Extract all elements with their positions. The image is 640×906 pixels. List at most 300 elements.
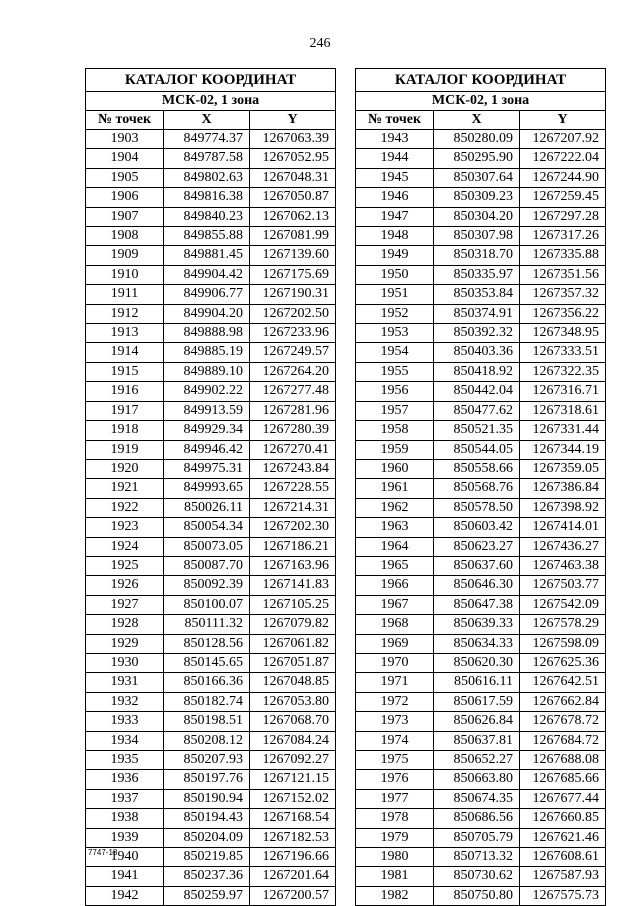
y-coordinate-cell: 1267079.82 bbox=[250, 615, 336, 634]
y-coordinate-cell: 1267105.25 bbox=[250, 595, 336, 614]
y-coordinate-cell: 1267322.35 bbox=[520, 362, 606, 381]
x-coordinate-cell: 850634.33 bbox=[434, 634, 520, 653]
table-row bbox=[356, 498, 606, 517]
point-number-cell: 1951 bbox=[356, 285, 434, 304]
coordinate-catalog-table-right bbox=[355, 68, 606, 906]
x-coordinate-cell: 850442.04 bbox=[434, 382, 520, 401]
table-row bbox=[86, 440, 336, 459]
table-row bbox=[86, 576, 336, 595]
y-coordinate-cell: 1267662.84 bbox=[520, 692, 606, 711]
point-number-cell: 1924 bbox=[86, 537, 164, 556]
header-point-number: № точек bbox=[356, 111, 434, 130]
x-coordinate-cell: 850705.79 bbox=[434, 828, 520, 847]
y-coordinate-cell: 1267068.70 bbox=[250, 712, 336, 731]
x-coordinate-cell: 850730.62 bbox=[434, 867, 520, 886]
y-coordinate-cell: 1267608.61 bbox=[520, 848, 606, 867]
point-number-cell: 1938 bbox=[86, 809, 164, 828]
table-row bbox=[356, 207, 606, 226]
point-number-cell: 1906 bbox=[86, 188, 164, 207]
point-number-cell: 1928 bbox=[86, 615, 164, 634]
point-number-cell: 1910 bbox=[86, 265, 164, 284]
table-row bbox=[356, 227, 606, 246]
table-row bbox=[86, 886, 336, 905]
x-coordinate-cell: 850208.12 bbox=[164, 731, 250, 750]
point-number-cell: 1921 bbox=[86, 479, 164, 498]
point-number-cell: 1980 bbox=[356, 848, 434, 867]
x-coordinate-cell: 850307.64 bbox=[434, 168, 520, 187]
point-number-cell: 1955 bbox=[356, 362, 434, 381]
y-coordinate-cell: 1267318.61 bbox=[520, 401, 606, 420]
x-coordinate-cell: 850578.50 bbox=[434, 498, 520, 517]
point-number-cell: 1981 bbox=[356, 867, 434, 886]
y-coordinate-cell: 1267621.46 bbox=[520, 828, 606, 847]
x-coordinate-cell: 850403.36 bbox=[434, 343, 520, 362]
y-coordinate-cell: 1267297.28 bbox=[520, 207, 606, 226]
table-row bbox=[86, 285, 336, 304]
y-coordinate-cell: 1267386.84 bbox=[520, 479, 606, 498]
y-coordinate-cell: 1267052.95 bbox=[250, 149, 336, 168]
table-row bbox=[356, 401, 606, 420]
point-number-cell: 1977 bbox=[356, 789, 434, 808]
x-coordinate-cell: 850128.56 bbox=[164, 634, 250, 653]
table-row bbox=[356, 246, 606, 265]
table-row bbox=[356, 188, 606, 207]
point-number-cell: 1968 bbox=[356, 615, 434, 634]
x-coordinate-cell: 850418.92 bbox=[434, 362, 520, 381]
y-coordinate-cell: 1267228.55 bbox=[250, 479, 336, 498]
table-row bbox=[86, 459, 336, 478]
table-row bbox=[86, 751, 336, 770]
x-coordinate-cell: 849975.31 bbox=[164, 459, 250, 478]
table-row bbox=[356, 789, 606, 808]
point-number-cell: 1929 bbox=[86, 634, 164, 653]
y-coordinate-cell: 1267587.93 bbox=[520, 867, 606, 886]
x-coordinate-cell: 850663.80 bbox=[434, 770, 520, 789]
x-coordinate-cell: 850603.42 bbox=[434, 518, 520, 537]
x-coordinate-cell: 850477.62 bbox=[434, 401, 520, 420]
y-coordinate-cell: 1267168.54 bbox=[250, 809, 336, 828]
y-coordinate-cell: 1267175.69 bbox=[250, 265, 336, 284]
table-title: КАТАЛОГ КООРДИНАТ bbox=[86, 69, 336, 92]
table-row bbox=[86, 382, 336, 401]
point-number-cell: 1933 bbox=[86, 712, 164, 731]
x-coordinate-cell: 850166.36 bbox=[164, 673, 250, 692]
x-coordinate-cell: 849855.88 bbox=[164, 227, 250, 246]
x-coordinate-cell: 849889.10 bbox=[164, 362, 250, 381]
table-row bbox=[356, 848, 606, 867]
point-number-cell: 1948 bbox=[356, 227, 434, 246]
table-row bbox=[86, 479, 336, 498]
y-coordinate-cell: 1267642.51 bbox=[520, 673, 606, 692]
table-row bbox=[356, 556, 606, 575]
x-coordinate-cell: 850145.65 bbox=[164, 653, 250, 672]
table-row bbox=[86, 634, 336, 653]
point-number-cell: 1979 bbox=[356, 828, 434, 847]
point-number-cell: 1926 bbox=[86, 576, 164, 595]
point-number-cell: 1958 bbox=[356, 421, 434, 440]
x-coordinate-cell: 850646.30 bbox=[434, 576, 520, 595]
x-coordinate-cell: 850194.43 bbox=[164, 809, 250, 828]
table-row bbox=[356, 886, 606, 905]
point-number-cell: 1905 bbox=[86, 168, 164, 187]
table-row bbox=[356, 595, 606, 614]
y-coordinate-cell: 1267202.30 bbox=[250, 518, 336, 537]
table-row bbox=[86, 421, 336, 440]
table-row bbox=[86, 188, 336, 207]
table-row bbox=[86, 518, 336, 537]
point-number-cell: 1967 bbox=[356, 595, 434, 614]
table-row bbox=[86, 324, 336, 343]
y-coordinate-cell: 1267359.05 bbox=[520, 459, 606, 478]
table-row bbox=[356, 653, 606, 672]
x-coordinate-cell: 850307.98 bbox=[434, 227, 520, 246]
table-row bbox=[86, 673, 336, 692]
y-coordinate-cell: 1267398.92 bbox=[520, 498, 606, 517]
y-coordinate-cell: 1267685.66 bbox=[520, 770, 606, 789]
table-row bbox=[356, 828, 606, 847]
point-number-cell: 1920 bbox=[86, 459, 164, 478]
y-coordinate-cell: 1267280.39 bbox=[250, 421, 336, 440]
table-row bbox=[86, 401, 336, 420]
y-coordinate-cell: 1267436.27 bbox=[520, 537, 606, 556]
y-coordinate-cell: 1267201.64 bbox=[250, 867, 336, 886]
table-row bbox=[86, 362, 336, 381]
y-coordinate-cell: 1267186.21 bbox=[250, 537, 336, 556]
table-row bbox=[86, 595, 336, 614]
table-title: КАТАЛОГ КООРДИНАТ bbox=[356, 69, 606, 92]
x-coordinate-cell: 849906.77 bbox=[164, 285, 250, 304]
point-number-cell: 1931 bbox=[86, 673, 164, 692]
point-number-cell: 1916 bbox=[86, 382, 164, 401]
y-coordinate-cell: 1267317.26 bbox=[520, 227, 606, 246]
x-coordinate-cell: 850190.94 bbox=[164, 789, 250, 808]
x-coordinate-cell: 850353.84 bbox=[434, 285, 520, 304]
x-coordinate-cell: 849993.65 bbox=[164, 479, 250, 498]
y-coordinate-cell: 1267214.31 bbox=[250, 498, 336, 517]
x-coordinate-cell: 849888.98 bbox=[164, 324, 250, 343]
table-row bbox=[86, 712, 336, 731]
y-coordinate-cell: 1267152.02 bbox=[250, 789, 336, 808]
y-coordinate-cell: 1267053.80 bbox=[250, 692, 336, 711]
table-row bbox=[356, 770, 606, 789]
x-coordinate-cell: 850750.80 bbox=[434, 886, 520, 905]
table-row bbox=[356, 731, 606, 750]
table-row bbox=[86, 828, 336, 847]
y-coordinate-cell: 1267050.87 bbox=[250, 188, 336, 207]
header-point-number: № точек bbox=[86, 111, 164, 130]
x-coordinate-cell: 850558.66 bbox=[434, 459, 520, 478]
y-coordinate-cell: 1267356.22 bbox=[520, 304, 606, 323]
point-number-cell: 1962 bbox=[356, 498, 434, 517]
page-number: 246 bbox=[309, 36, 331, 51]
x-coordinate-cell: 850686.56 bbox=[434, 809, 520, 828]
header-y: Y bbox=[250, 111, 336, 130]
table-row bbox=[86, 789, 336, 808]
x-coordinate-cell: 849904.20 bbox=[164, 304, 250, 323]
x-coordinate-cell: 850295.90 bbox=[434, 149, 520, 168]
y-coordinate-cell: 1267281.96 bbox=[250, 401, 336, 420]
x-coordinate-cell: 850521.35 bbox=[434, 421, 520, 440]
point-number-cell: 1972 bbox=[356, 692, 434, 711]
table-row bbox=[356, 673, 606, 692]
point-number-cell: 1978 bbox=[356, 809, 434, 828]
table-row bbox=[86, 556, 336, 575]
point-number-cell: 1914 bbox=[86, 343, 164, 362]
x-coordinate-cell: 850647.38 bbox=[434, 595, 520, 614]
x-coordinate-cell: 850054.34 bbox=[164, 518, 250, 537]
point-number-cell: 1974 bbox=[356, 731, 434, 750]
table-row bbox=[356, 634, 606, 653]
y-coordinate-cell: 1267542.09 bbox=[520, 595, 606, 614]
y-coordinate-cell: 1267048.31 bbox=[250, 168, 336, 187]
x-coordinate-cell: 849885.19 bbox=[164, 343, 250, 362]
table-row bbox=[356, 168, 606, 187]
y-coordinate-cell: 1267182.53 bbox=[250, 828, 336, 847]
x-coordinate-cell: 849946.42 bbox=[164, 440, 250, 459]
coordinate-catalog-table-left bbox=[85, 68, 336, 906]
y-coordinate-cell: 1267092.27 bbox=[250, 751, 336, 770]
x-coordinate-cell: 850259.97 bbox=[164, 886, 250, 905]
point-number-cell: 1950 bbox=[356, 265, 434, 284]
x-coordinate-cell: 849802.63 bbox=[164, 168, 250, 187]
point-number-cell: 1971 bbox=[356, 673, 434, 692]
point-number-cell: 1960 bbox=[356, 459, 434, 478]
header-x: X bbox=[434, 111, 520, 130]
x-coordinate-cell: 850392.32 bbox=[434, 324, 520, 343]
y-coordinate-cell: 1267243.84 bbox=[250, 459, 336, 478]
table-row bbox=[86, 343, 336, 362]
x-coordinate-cell: 850219.85 bbox=[164, 848, 250, 867]
y-coordinate-cell: 1267598.09 bbox=[520, 634, 606, 653]
point-number-cell: 1970 bbox=[356, 653, 434, 672]
x-coordinate-cell: 849774.37 bbox=[164, 130, 250, 149]
y-coordinate-cell: 1267121.15 bbox=[250, 770, 336, 789]
table-row bbox=[356, 440, 606, 459]
document-code: 7747-18 bbox=[88, 848, 118, 857]
x-coordinate-cell: 849913.59 bbox=[164, 401, 250, 420]
y-coordinate-cell: 1267335.88 bbox=[520, 246, 606, 265]
table-row bbox=[86, 615, 336, 634]
x-coordinate-cell: 850092.39 bbox=[164, 576, 250, 595]
point-number-cell: 1973 bbox=[356, 712, 434, 731]
point-number-cell: 1918 bbox=[86, 421, 164, 440]
table-row bbox=[356, 692, 606, 711]
x-coordinate-cell: 850073.05 bbox=[164, 537, 250, 556]
table-row bbox=[86, 246, 336, 265]
point-number-cell: 1913 bbox=[86, 324, 164, 343]
point-number-cell: 1904 bbox=[86, 149, 164, 168]
table-row bbox=[356, 809, 606, 828]
point-number-cell: 1954 bbox=[356, 343, 434, 362]
table-row bbox=[356, 712, 606, 731]
x-coordinate-cell: 849881.45 bbox=[164, 246, 250, 265]
point-number-cell: 1945 bbox=[356, 168, 434, 187]
x-coordinate-cell: 850111.32 bbox=[164, 615, 250, 634]
x-coordinate-cell: 850637.81 bbox=[434, 731, 520, 750]
x-coordinate-cell: 850637.60 bbox=[434, 556, 520, 575]
point-number-cell: 1959 bbox=[356, 440, 434, 459]
point-number-cell: 1939 bbox=[86, 828, 164, 847]
x-coordinate-cell: 850204.09 bbox=[164, 828, 250, 847]
point-number-cell: 1943 bbox=[356, 130, 434, 149]
point-number-cell: 1949 bbox=[356, 246, 434, 265]
y-coordinate-cell: 1267061.82 bbox=[250, 634, 336, 653]
point-number-cell: 1925 bbox=[86, 556, 164, 575]
x-coordinate-cell: 850280.09 bbox=[434, 130, 520, 149]
y-coordinate-cell: 1267688.08 bbox=[520, 751, 606, 770]
y-coordinate-cell: 1267081.99 bbox=[250, 227, 336, 246]
table-row bbox=[356, 479, 606, 498]
x-coordinate-cell: 850335.97 bbox=[434, 265, 520, 284]
y-coordinate-cell: 1267578.29 bbox=[520, 615, 606, 634]
point-number-cell: 1952 bbox=[356, 304, 434, 323]
point-number-cell: 1908 bbox=[86, 227, 164, 246]
table-row bbox=[356, 537, 606, 556]
table-subtitle: МСК-02, 1 зона bbox=[86, 92, 336, 111]
x-coordinate-cell: 850198.51 bbox=[164, 712, 250, 731]
table-row bbox=[86, 653, 336, 672]
x-coordinate-cell: 850617.59 bbox=[434, 692, 520, 711]
y-coordinate-cell: 1267063.39 bbox=[250, 130, 336, 149]
y-coordinate-cell: 1267351.56 bbox=[520, 265, 606, 284]
table-row bbox=[356, 265, 606, 284]
header-x: X bbox=[164, 111, 250, 130]
y-coordinate-cell: 1267244.90 bbox=[520, 168, 606, 187]
point-number-cell: 1982 bbox=[356, 886, 434, 905]
x-coordinate-cell: 850182.74 bbox=[164, 692, 250, 711]
point-number-cell: 1932 bbox=[86, 692, 164, 711]
point-number-cell: 1941 bbox=[86, 867, 164, 886]
table-row bbox=[86, 731, 336, 750]
y-coordinate-cell: 1267207.92 bbox=[520, 130, 606, 149]
y-coordinate-cell: 1267331.44 bbox=[520, 421, 606, 440]
point-number-cell: 1923 bbox=[86, 518, 164, 537]
x-coordinate-cell: 850616.11 bbox=[434, 673, 520, 692]
point-number-cell: 1976 bbox=[356, 770, 434, 789]
y-coordinate-cell: 1267163.96 bbox=[250, 556, 336, 575]
y-coordinate-cell: 1267316.71 bbox=[520, 382, 606, 401]
point-number-cell: 1946 bbox=[356, 188, 434, 207]
table-row bbox=[356, 285, 606, 304]
y-coordinate-cell: 1267264.20 bbox=[250, 362, 336, 381]
point-number-cell: 1957 bbox=[356, 401, 434, 420]
y-coordinate-cell: 1267625.36 bbox=[520, 653, 606, 672]
point-number-cell: 1964 bbox=[356, 537, 434, 556]
table-row bbox=[86, 265, 336, 284]
x-coordinate-cell: 850026.11 bbox=[164, 498, 250, 517]
x-coordinate-cell: 850309.23 bbox=[434, 188, 520, 207]
table-row bbox=[356, 343, 606, 362]
point-number-cell: 1965 bbox=[356, 556, 434, 575]
x-coordinate-cell: 850207.93 bbox=[164, 751, 250, 770]
x-coordinate-cell: 850544.05 bbox=[434, 440, 520, 459]
x-coordinate-cell: 850237.36 bbox=[164, 867, 250, 886]
point-number-cell: 1912 bbox=[86, 304, 164, 323]
point-number-cell: 1909 bbox=[86, 246, 164, 265]
x-coordinate-cell: 850639.33 bbox=[434, 615, 520, 634]
header-y: Y bbox=[520, 111, 606, 130]
point-number-cell: 1961 bbox=[356, 479, 434, 498]
y-coordinate-cell: 1267200.57 bbox=[250, 886, 336, 905]
y-coordinate-cell: 1267348.95 bbox=[520, 324, 606, 343]
table-row bbox=[86, 227, 336, 246]
table-row bbox=[356, 421, 606, 440]
table-row bbox=[356, 304, 606, 323]
x-coordinate-cell: 850623.27 bbox=[434, 537, 520, 556]
y-coordinate-cell: 1267249.57 bbox=[250, 343, 336, 362]
table-row bbox=[86, 207, 336, 226]
point-number-cell: 1953 bbox=[356, 324, 434, 343]
point-number-cell: 1903 bbox=[86, 130, 164, 149]
table-row bbox=[356, 615, 606, 634]
x-coordinate-cell: 850197.76 bbox=[164, 770, 250, 789]
y-coordinate-cell: 1267344.19 bbox=[520, 440, 606, 459]
point-number-cell: 1940 bbox=[86, 848, 164, 867]
y-coordinate-cell: 1267678.72 bbox=[520, 712, 606, 731]
y-coordinate-cell: 1267202.50 bbox=[250, 304, 336, 323]
x-coordinate-cell: 850674.35 bbox=[434, 789, 520, 808]
point-number-cell: 1917 bbox=[86, 401, 164, 420]
point-number-cell: 1911 bbox=[86, 285, 164, 304]
y-coordinate-cell: 1267139.60 bbox=[250, 246, 336, 265]
table-row bbox=[356, 518, 606, 537]
table-row bbox=[86, 168, 336, 187]
x-coordinate-cell: 850100.07 bbox=[164, 595, 250, 614]
table-row bbox=[356, 751, 606, 770]
x-coordinate-cell: 849840.23 bbox=[164, 207, 250, 226]
y-coordinate-cell: 1267233.96 bbox=[250, 324, 336, 343]
point-number-cell: 1919 bbox=[86, 440, 164, 459]
point-number-cell: 1963 bbox=[356, 518, 434, 537]
y-coordinate-cell: 1267196.66 bbox=[250, 848, 336, 867]
point-number-cell: 1934 bbox=[86, 731, 164, 750]
table-row bbox=[86, 304, 336, 323]
y-coordinate-cell: 1267141.83 bbox=[250, 576, 336, 595]
y-coordinate-cell: 1267277.48 bbox=[250, 382, 336, 401]
point-number-cell: 1936 bbox=[86, 770, 164, 789]
x-coordinate-cell: 849904.42 bbox=[164, 265, 250, 284]
point-number-cell: 1944 bbox=[356, 149, 434, 168]
x-coordinate-cell: 850087.70 bbox=[164, 556, 250, 575]
table-row bbox=[356, 576, 606, 595]
table-row bbox=[356, 459, 606, 478]
table-row bbox=[86, 537, 336, 556]
x-coordinate-cell: 850318.70 bbox=[434, 246, 520, 265]
y-coordinate-cell: 1267677.44 bbox=[520, 789, 606, 808]
y-coordinate-cell: 1267503.77 bbox=[520, 576, 606, 595]
y-coordinate-cell: 1267062.13 bbox=[250, 207, 336, 226]
y-coordinate-cell: 1267190.31 bbox=[250, 285, 336, 304]
x-coordinate-cell: 850620.30 bbox=[434, 653, 520, 672]
y-coordinate-cell: 1267333.51 bbox=[520, 343, 606, 362]
point-number-cell: 1935 bbox=[86, 751, 164, 770]
table-row bbox=[356, 130, 606, 149]
point-number-cell: 1930 bbox=[86, 653, 164, 672]
y-coordinate-cell: 1267259.45 bbox=[520, 188, 606, 207]
y-coordinate-cell: 1267051.87 bbox=[250, 653, 336, 672]
table-subtitle: МСК-02, 1 зона bbox=[356, 92, 606, 111]
table-row bbox=[356, 362, 606, 381]
point-number-cell: 1922 bbox=[86, 498, 164, 517]
y-coordinate-cell: 1267084.24 bbox=[250, 731, 336, 750]
x-coordinate-cell: 850652.27 bbox=[434, 751, 520, 770]
point-number-cell: 1966 bbox=[356, 576, 434, 595]
point-number-cell: 1956 bbox=[356, 382, 434, 401]
y-coordinate-cell: 1267222.04 bbox=[520, 149, 606, 168]
table-row bbox=[356, 867, 606, 886]
table-row bbox=[356, 324, 606, 343]
x-coordinate-cell: 849816.38 bbox=[164, 188, 250, 207]
